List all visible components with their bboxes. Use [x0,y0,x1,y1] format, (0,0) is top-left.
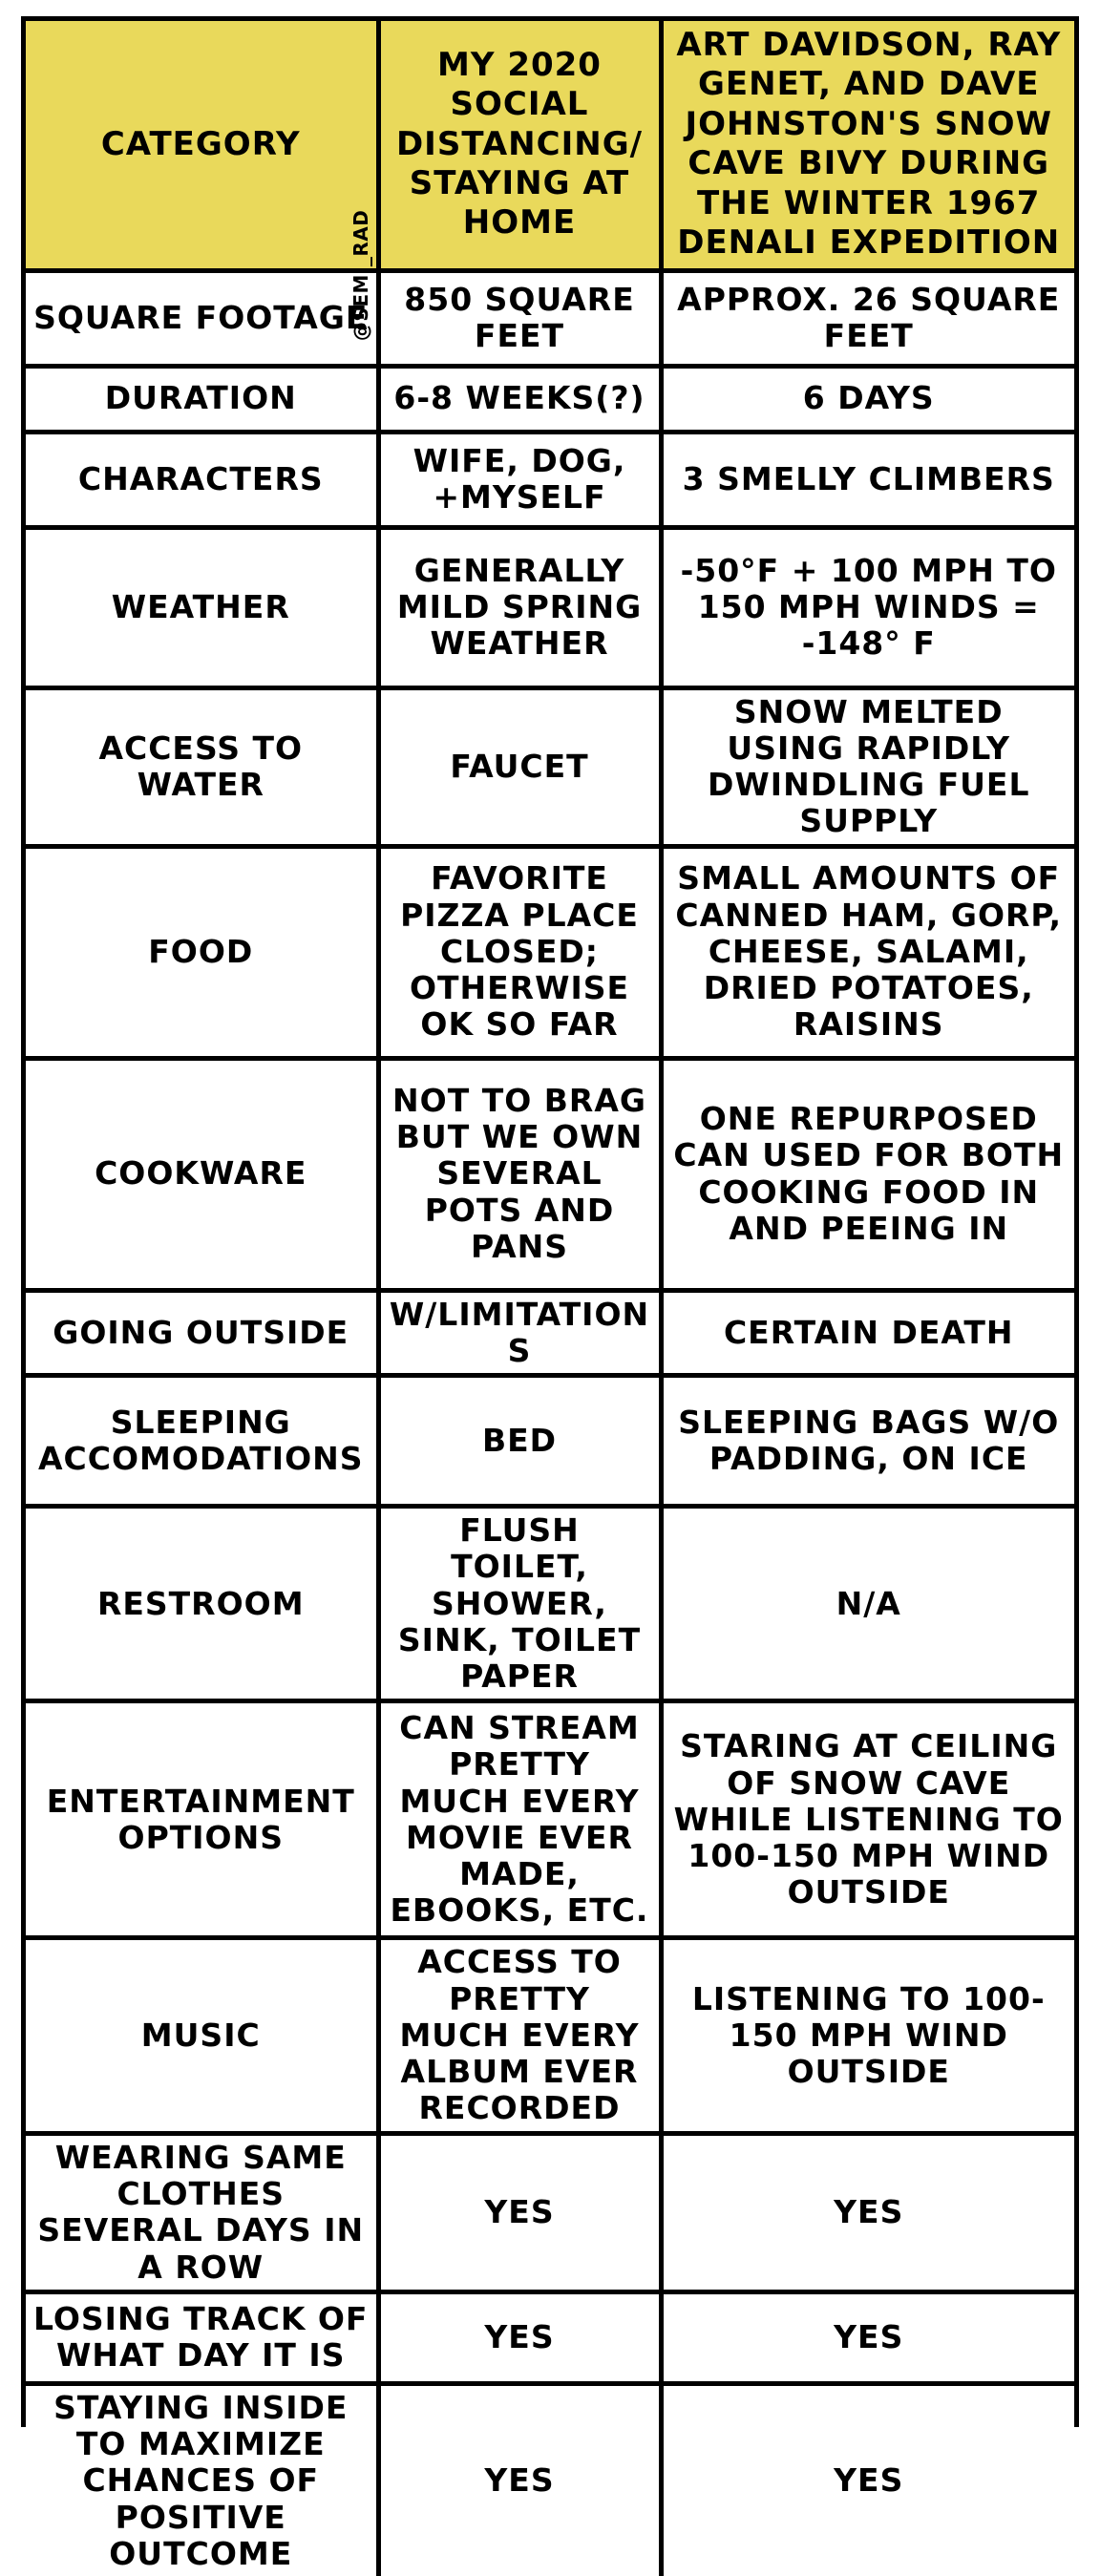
row-my-2020-cell [378,846,661,1058]
table-row [26,1290,1074,1376]
row-category-text: WEARING SAME CLOTHES SEVERAL DAYS IN A ROW [37,2138,365,2286]
row-denali-1967-cell [661,846,1074,1058]
row-my-2020-text: YES [484,2193,555,2231]
row-my-2020-cell [378,1376,661,1507]
row-category-cell [26,270,378,366]
row-category-cell [26,687,378,846]
table-row [26,1058,1074,1290]
row-my-2020-text: FLUSH TOILET, SHOWER, SINK, TOILET PAPER [397,1511,642,1696]
row-my-2020-cell [378,1507,661,1701]
row-denali-1967-cell [661,527,1074,687]
row-denali-1967-text: YES [834,2193,904,2231]
row-my-2020-text: NOT TO BRAG BUT WE OWN SEVERAL POTS AND PANS [392,1081,646,1265]
row-category-cell [26,2133,378,2291]
row-my-2020-text: W/LIMITATIONS [389,1295,650,1369]
comparison-table [26,21,1074,2576]
row-denali-1967-cell [661,1701,1074,1938]
row-my-2020-text: ACCESS TO PRETTY MUCH EVERY ALBUM EVER RECORDED [399,1943,640,2127]
row-category-cell [26,527,378,687]
row-category-cell [26,366,378,432]
row-denali-1967-cell [661,1507,1074,1701]
header-my-2020 [378,21,661,270]
row-category-cell [26,1938,378,2133]
row-my-2020-text: WIFE, DOG, +MYSELF [412,441,626,516]
table-body [26,270,1074,2576]
row-denali-1967-text: 6 DAYS [802,379,935,417]
row-my-2020-cell [378,687,661,846]
row-my-2020-cell [378,432,661,527]
comparison-comic [21,16,1079,2572]
header-denali-1967 [661,21,1074,270]
table-row [26,846,1074,1058]
table-row [26,366,1074,432]
row-category-text: STAYING INSIDE TO MAXIMIZE CHANCES OF POSITIVE OUTCOME [53,2388,349,2572]
row-category-cell [26,1376,378,1507]
row-category-text: DURATION [104,379,297,417]
row-denali-1967-text: ONE REPURPOSED CAN USED FOR BOTH COOKING FOOD IN AND PEEING IN [673,1100,1065,1247]
row-denali-1967-text: SLEEPING BAGS W/O PADDING, ON ICE [678,1403,1060,1478]
header-denali-1967-label: ART DAVIDSON, RAY GENET, AND DAVE JOHNSTON'S SNOW CAVE BIVY DURING THE WINTER 1967 DENALI EXPEDITION [676,25,1062,263]
row-my-2020-text: YES [484,2461,555,2500]
row-my-2020-text: BED [481,1421,558,1459]
row-my-2020-text: 850 SQUARE FEET [404,280,635,354]
row-my-2020-text: FAUCET [450,747,589,785]
row-category-cell [26,846,378,1058]
row-denali-1967-cell [661,1058,1074,1290]
row-category-text: COOKWARE [95,1154,307,1193]
header-row [26,21,1074,270]
row-category-cell [26,1290,378,1376]
table-row [26,1701,1074,1938]
row-category-text: FOOD [148,932,254,970]
row-denali-1967-cell [661,2291,1074,2383]
table-row [26,1507,1074,1701]
row-category-cell [26,1058,378,1290]
header-my-2020-label: MY 2020 SOCIAL DISTANCING/ STAYING AT HOME [395,45,644,243]
row-denali-1967-cell [661,1290,1074,1376]
table-row [26,2133,1074,2291]
row-denali-1967-text: CERTAIN DEATH [723,1313,1014,1351]
table-row [26,687,1074,846]
row-denali-1967-cell [661,687,1074,846]
row-my-2020-cell [378,1701,661,1938]
row-denali-1967-text: YES [834,2461,904,2500]
row-category-text: MUSIC [140,2016,261,2054]
row-denali-1967-text: YES [834,2318,904,2356]
row-category-text: RESTROOM [96,1584,305,1622]
row-my-2020-cell [378,2133,661,2291]
row-denali-1967-cell [661,432,1074,527]
row-denali-1967-text: -50°F + 100 MPH TO 150 MPH WINDS = -148° F [680,551,1057,663]
row-category-text: ENTERTAINMENT OPTIONS [46,1782,355,1856]
row-my-2020-cell [378,2291,661,2383]
row-category-cell [26,1507,378,1701]
row-denali-1967-text: 3 SMELLY CLIMBERS [682,459,1055,497]
row-my-2020-text: YES [484,2318,555,2356]
row-denali-1967-text: STARING AT CEILING OF SNOW CAVE WHILE LISTENING TO 100-150 MPH WIND OUTSIDE [673,1727,1064,1911]
row-my-2020-text: 6-8 WEEKS(?) [393,379,645,417]
row-my-2020-cell [378,527,661,687]
row-denali-1967-cell [661,2383,1074,2576]
row-denali-1967-cell [661,2133,1074,2291]
row-my-2020-cell [378,2383,661,2576]
row-category-cell [26,432,378,527]
row-denali-1967-text: N/A [836,1584,901,1622]
row-category-text: SLEEPING ACCOMODATIONS [37,1403,364,1478]
header-category-label: CATEGORY [100,124,301,163]
row-category-cell [26,1701,378,1938]
row-denali-1967-text: APPROX. 26 SQUARE FEET [677,280,1061,354]
table-row [26,527,1074,687]
row-my-2020-cell [378,1938,661,2133]
row-denali-1967-cell [661,366,1074,432]
row-denali-1967-cell [661,270,1074,366]
row-denali-1967-text: LISTENING TO 100-150 MPH WIND OUTSIDE [691,1979,1046,2091]
row-my-2020-cell [378,1058,661,1290]
row-my-2020-text: FAVORITE PIZZA PLACE CLOSED; OTHERWISE OK SO FAR [400,859,639,1044]
table-row [26,270,1074,366]
row-denali-1967-text: SMALL AMOUNTS OF CANNED HAM, GORP, CHEESE, SALAMI, DRIED POTATOES, RAISINS [675,859,1063,1044]
table-row [26,1938,1074,2133]
row-category-text: GOING OUTSIDE [53,1313,349,1351]
row-my-2020-cell [378,366,661,432]
row-my-2020-cell [378,270,661,366]
row-denali-1967-cell [661,1938,1074,2133]
row-denali-1967-cell [661,1376,1074,1507]
row-category-text: CHARACTERS [77,459,324,497]
row-my-2020-cell [378,1290,661,1376]
table-row [26,432,1074,527]
row-denali-1967-text: SNOW MELTED USING RAPIDLY DWINDLING FUEL SUPPLY [708,692,1030,840]
row-my-2020-text: CAN STREAM PRETTY MUCH EVERY MOVIE EVER MADE, EBOOKS, ETC. [390,1709,649,1930]
table-row [26,2383,1074,2576]
row-category-cell [26,2383,378,2576]
artist-credit: @SEMI_RAD [349,209,372,342]
row-category-text: WEATHER [111,587,290,625]
row-category-text: SQUARE FOOTAGE [33,298,369,336]
row-my-2020-text: GENERALLY MILD SPRING WEATHER [396,551,643,663]
row-category-text: LOSING TRACK OF WHAT DAY IT IS [33,2300,369,2375]
row-category-text: ACCESS TO WATER [98,728,304,804]
table-row [26,1376,1074,1507]
row-category-cell [26,2291,378,2383]
table-row [26,2291,1074,2383]
